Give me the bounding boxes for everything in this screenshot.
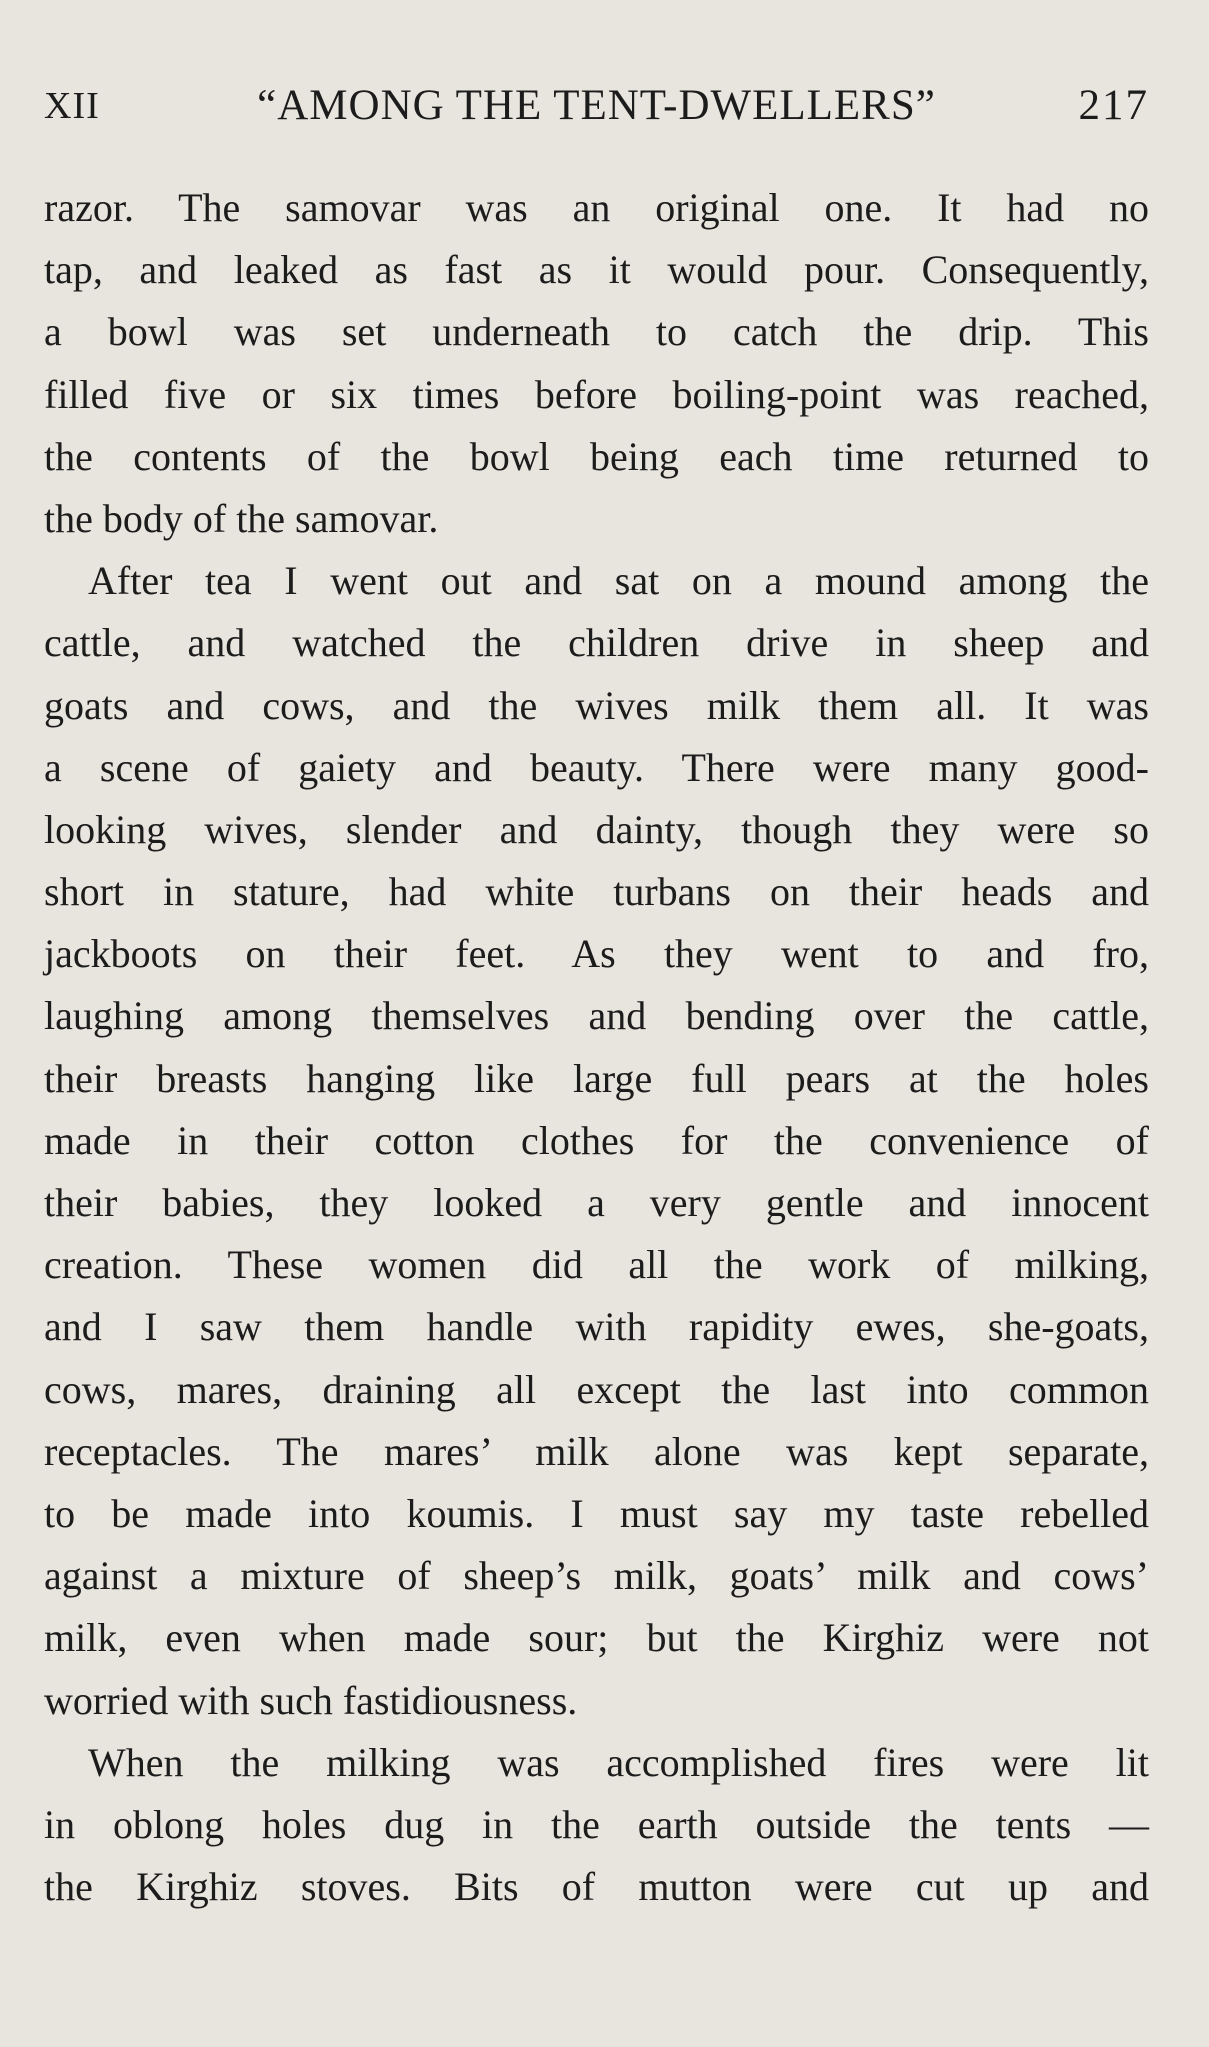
text-line: After tea I went out and sat on a mound among the	[88, 558, 1149, 604]
text-line: to be made into koumis. I must say my taste rebelled	[44, 1490, 1149, 1536]
text-line: looking wives, slender and dainty, though they were so	[44, 806, 1149, 852]
text-line: their breasts hanging like large full pears at the holes	[44, 1055, 1149, 1101]
text-line: a scene of gaiety and beauty. There were many good-	[44, 744, 1149, 790]
paragraph	[44, 1732, 1149, 1919]
text-line: and I saw them handle with rapidity ewes, she-goats,	[44, 1304, 1149, 1350]
page-number: 217	[1078, 82, 1149, 129]
text-line: laughing among themselves and bending over the cattle,	[44, 993, 1149, 1039]
text-line: made in their cotton clothes for the convenience of	[44, 1117, 1149, 1163]
paragraph	[44, 550, 1149, 1732]
running-head	[44, 78, 1149, 134]
body-text	[44, 177, 1149, 1918]
text-line: short in stature, had white turbans on their heads and	[44, 869, 1149, 915]
text-line: a bowl was set underneath to catch the drip. This	[44, 309, 1149, 355]
text-line: in oblong holes dug in the earth outside the tents —	[44, 1801, 1149, 1847]
paragraph	[44, 177, 1149, 550]
text-line: razor. The samovar was an original one. It had no	[44, 185, 1149, 230]
text-line: the contents of the bowl being each time returned to	[44, 433, 1149, 479]
text-line: tap, and leaked as fast as it would pour. Consequently,	[44, 247, 1149, 293]
text-line: receptacles. The mares’ milk alone was kept separate,	[44, 1428, 1149, 1474]
text-line: the Kirghiz stoves. Bits of mutton were cut up and	[44, 1864, 1149, 1910]
text-line: goats and cows, and the wives milk them all. It was	[44, 682, 1149, 728]
text-line: jackboots on their feet. As they went to and fro,	[44, 931, 1149, 977]
text-line: their babies, they looked a very gentle and innocent	[44, 1180, 1149, 1225]
text-line: creation. These women did all the work of milking,	[44, 1242, 1149, 1288]
chapter-number: XII	[44, 85, 100, 127]
book-page	[44, 0, 1149, 2047]
text-line: cattle, and watched the children drive in sheep and	[44, 620, 1149, 666]
text-line: When the milking was accomplished fires were lit	[88, 1739, 1149, 1785]
text-line: cows, mares, draining all except the last into common	[44, 1366, 1149, 1412]
running-title: “AMONG THE TENT-DWELLERS”	[257, 82, 936, 129]
text-line: worried with such fastidiousness.	[44, 1677, 578, 1723]
text-line: milk, even when made sour; but the Kirghiz were not	[44, 1615, 1149, 1661]
text-line: the body of the samovar.	[44, 495, 439, 541]
text-line: filled five or six times before boiling-point was reached,	[44, 371, 1149, 417]
text-line: against a mixture of sheep’s milk, goats’ milk and cows’	[44, 1553, 1149, 1599]
